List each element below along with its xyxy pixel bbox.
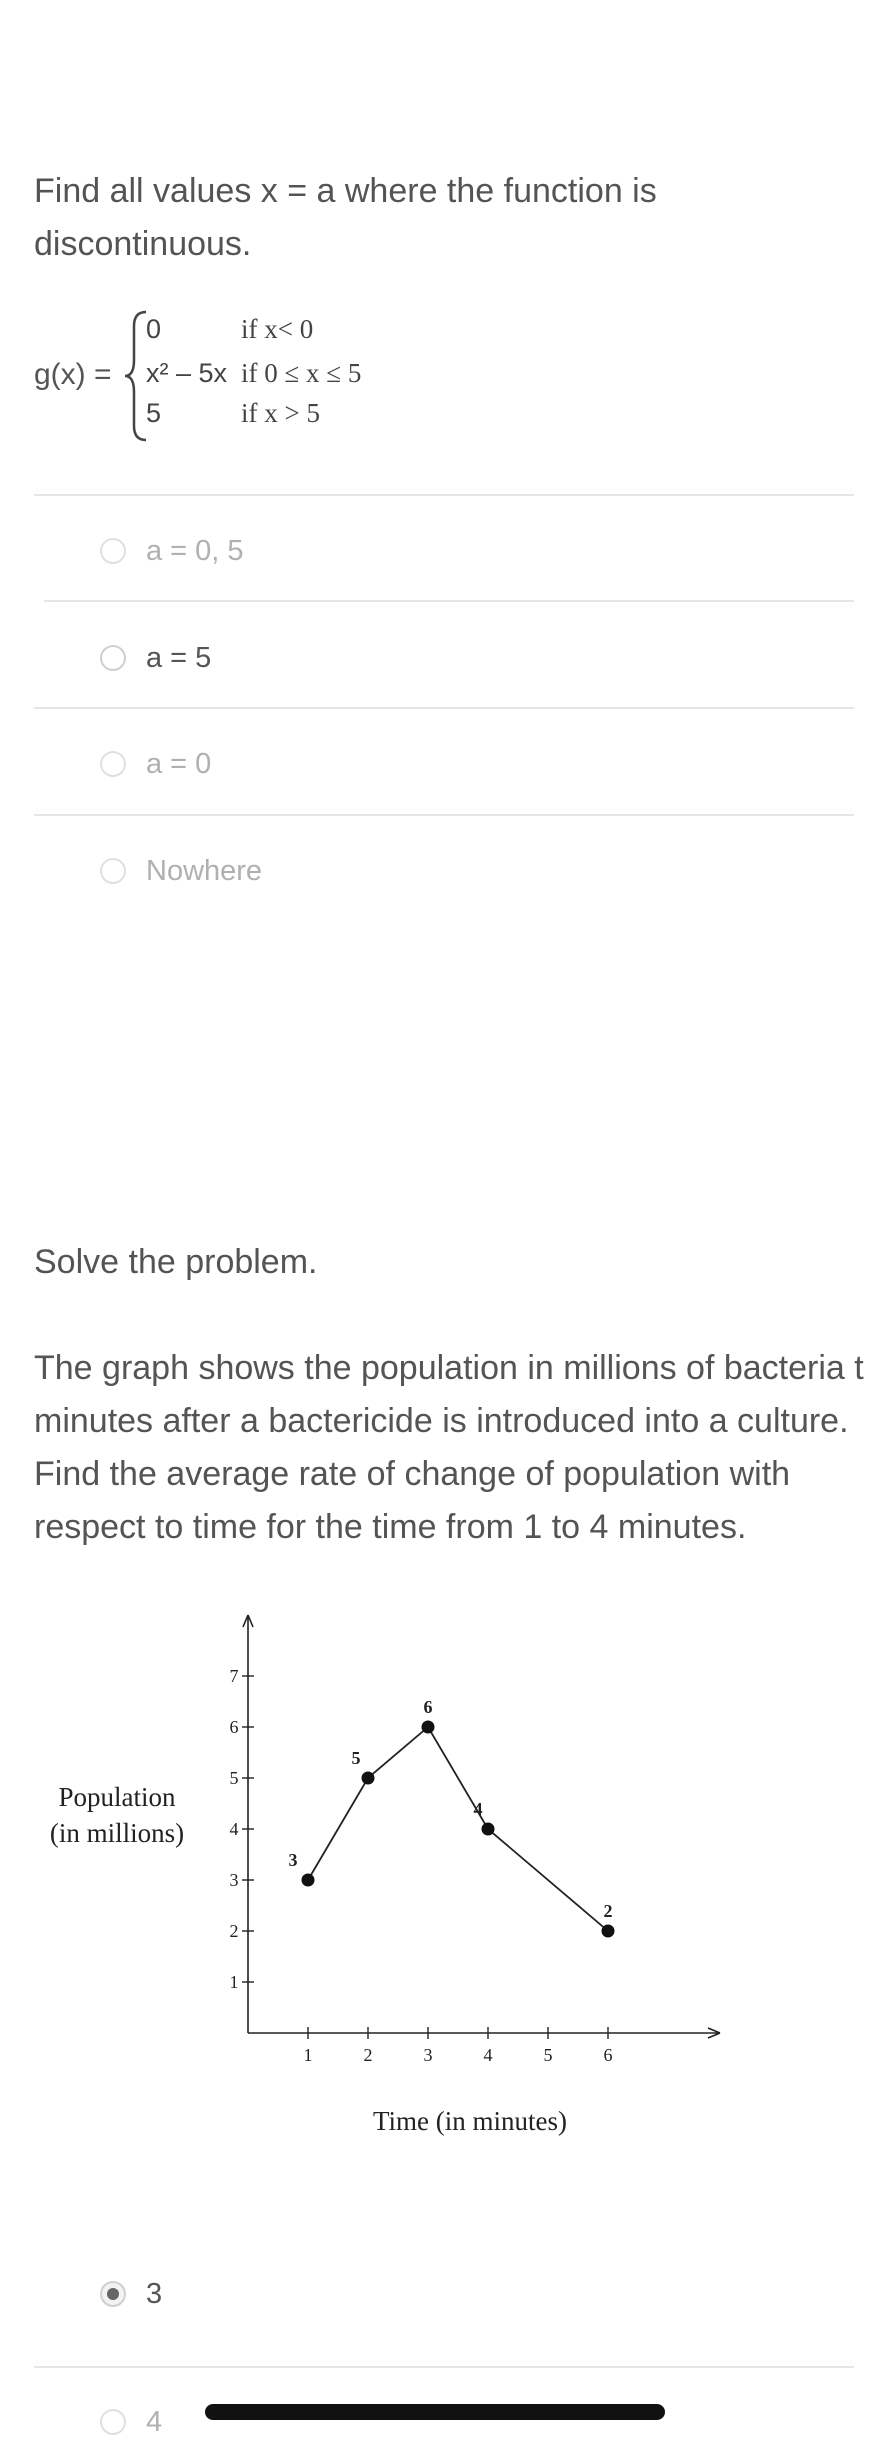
data-point: [482, 1823, 495, 1836]
y-tick-label: 1: [229, 1972, 239, 1992]
x-tick-label: 5: [543, 2045, 553, 2065]
case2-cond: if 0 ≤ x ≤ 5: [241, 358, 362, 388]
case3-expr: 5: [146, 398, 162, 428]
x-tick-label: 2: [363, 2045, 373, 2065]
data-label: 5: [351, 1748, 361, 1768]
x-axis-label: Time (in minutes): [372, 2106, 568, 2136]
radio-button[interactable]: [100, 538, 126, 564]
option-a-5[interactable]: [100, 638, 211, 678]
option-a-0-5[interactable]: [100, 531, 244, 571]
option-a-0[interactable]: [100, 744, 211, 784]
option-3[interactable]: [100, 2274, 162, 2314]
case1-expr: 0: [146, 314, 162, 344]
data-point: [602, 1925, 615, 1938]
data-point: [362, 1772, 375, 1785]
data-label: 3: [288, 1850, 298, 1870]
radio-dot: [107, 2288, 119, 2300]
radio-button[interactable]: [100, 645, 126, 671]
y-axis-label: Population: [58, 1782, 176, 1813]
divider: [34, 707, 854, 709]
data-point: [422, 1721, 435, 1734]
piecewise-function: [0, 300, 895, 450]
y-axis-label: (in millions): [49, 1818, 185, 1849]
option-label: a = 0, 5: [146, 534, 244, 567]
option-4[interactable]: [100, 2402, 162, 2442]
x-tick-label: 6: [603, 2045, 613, 2065]
x-tick-label: 1: [303, 2045, 313, 2065]
divider: [34, 2366, 854, 2368]
radio-button[interactable]: [100, 858, 126, 884]
option-label: Nowhere: [146, 854, 263, 887]
case3-cond: if x > 5: [241, 398, 320, 428]
radio-button-selected[interactable]: [100, 2281, 126, 2307]
home-indicator[interactable]: [205, 2404, 665, 2420]
y-tick-label: 2: [229, 1921, 239, 1941]
y-tick-label: 6: [229, 1717, 239, 1737]
question-2-title: Solve the problem.: [34, 1243, 318, 1281]
radio-button[interactable]: [100, 751, 126, 777]
data-label: 2: [603, 1901, 613, 1921]
question-1-prompt: Find all values x = a where the function is discontinuous.: [34, 172, 657, 263]
option-label: 4: [146, 2405, 163, 2438]
divider: [44, 600, 854, 602]
function-lhs: g(x) =: [34, 358, 112, 391]
data-label: 6: [423, 1697, 433, 1717]
divider: [34, 494, 854, 496]
option-label: a = 5: [146, 641, 212, 674]
population-chart: [0, 1590, 895, 2150]
option-nowhere[interactable]: [100, 851, 262, 891]
data-label: 4: [473, 1799, 483, 1819]
option-label: a = 0: [146, 747, 212, 780]
data-point: [302, 1874, 315, 1887]
y-tick-label: 5: [229, 1768, 239, 1788]
y-tick-label: 3: [229, 1870, 239, 1890]
question-2-prompt: The graph shows the population in millions of bacteria t minutes after a bactericide is introduced into a culture. Find the average rate of change of population with respect to time for the time from 1 to 4 minutes.: [34, 1349, 864, 1546]
case2-expr: x² – 5x: [146, 358, 228, 388]
case1-cond: if x< 0: [241, 314, 314, 344]
x-tick-label: 4: [483, 2045, 493, 2065]
y-tick-label: 7: [229, 1666, 239, 1686]
y-tick-label: 4: [229, 1819, 239, 1839]
x-tick-label: 3: [423, 2045, 433, 2065]
divider: [34, 814, 854, 816]
option-label: 3: [146, 2277, 163, 2310]
radio-button[interactable]: [100, 2409, 126, 2435]
